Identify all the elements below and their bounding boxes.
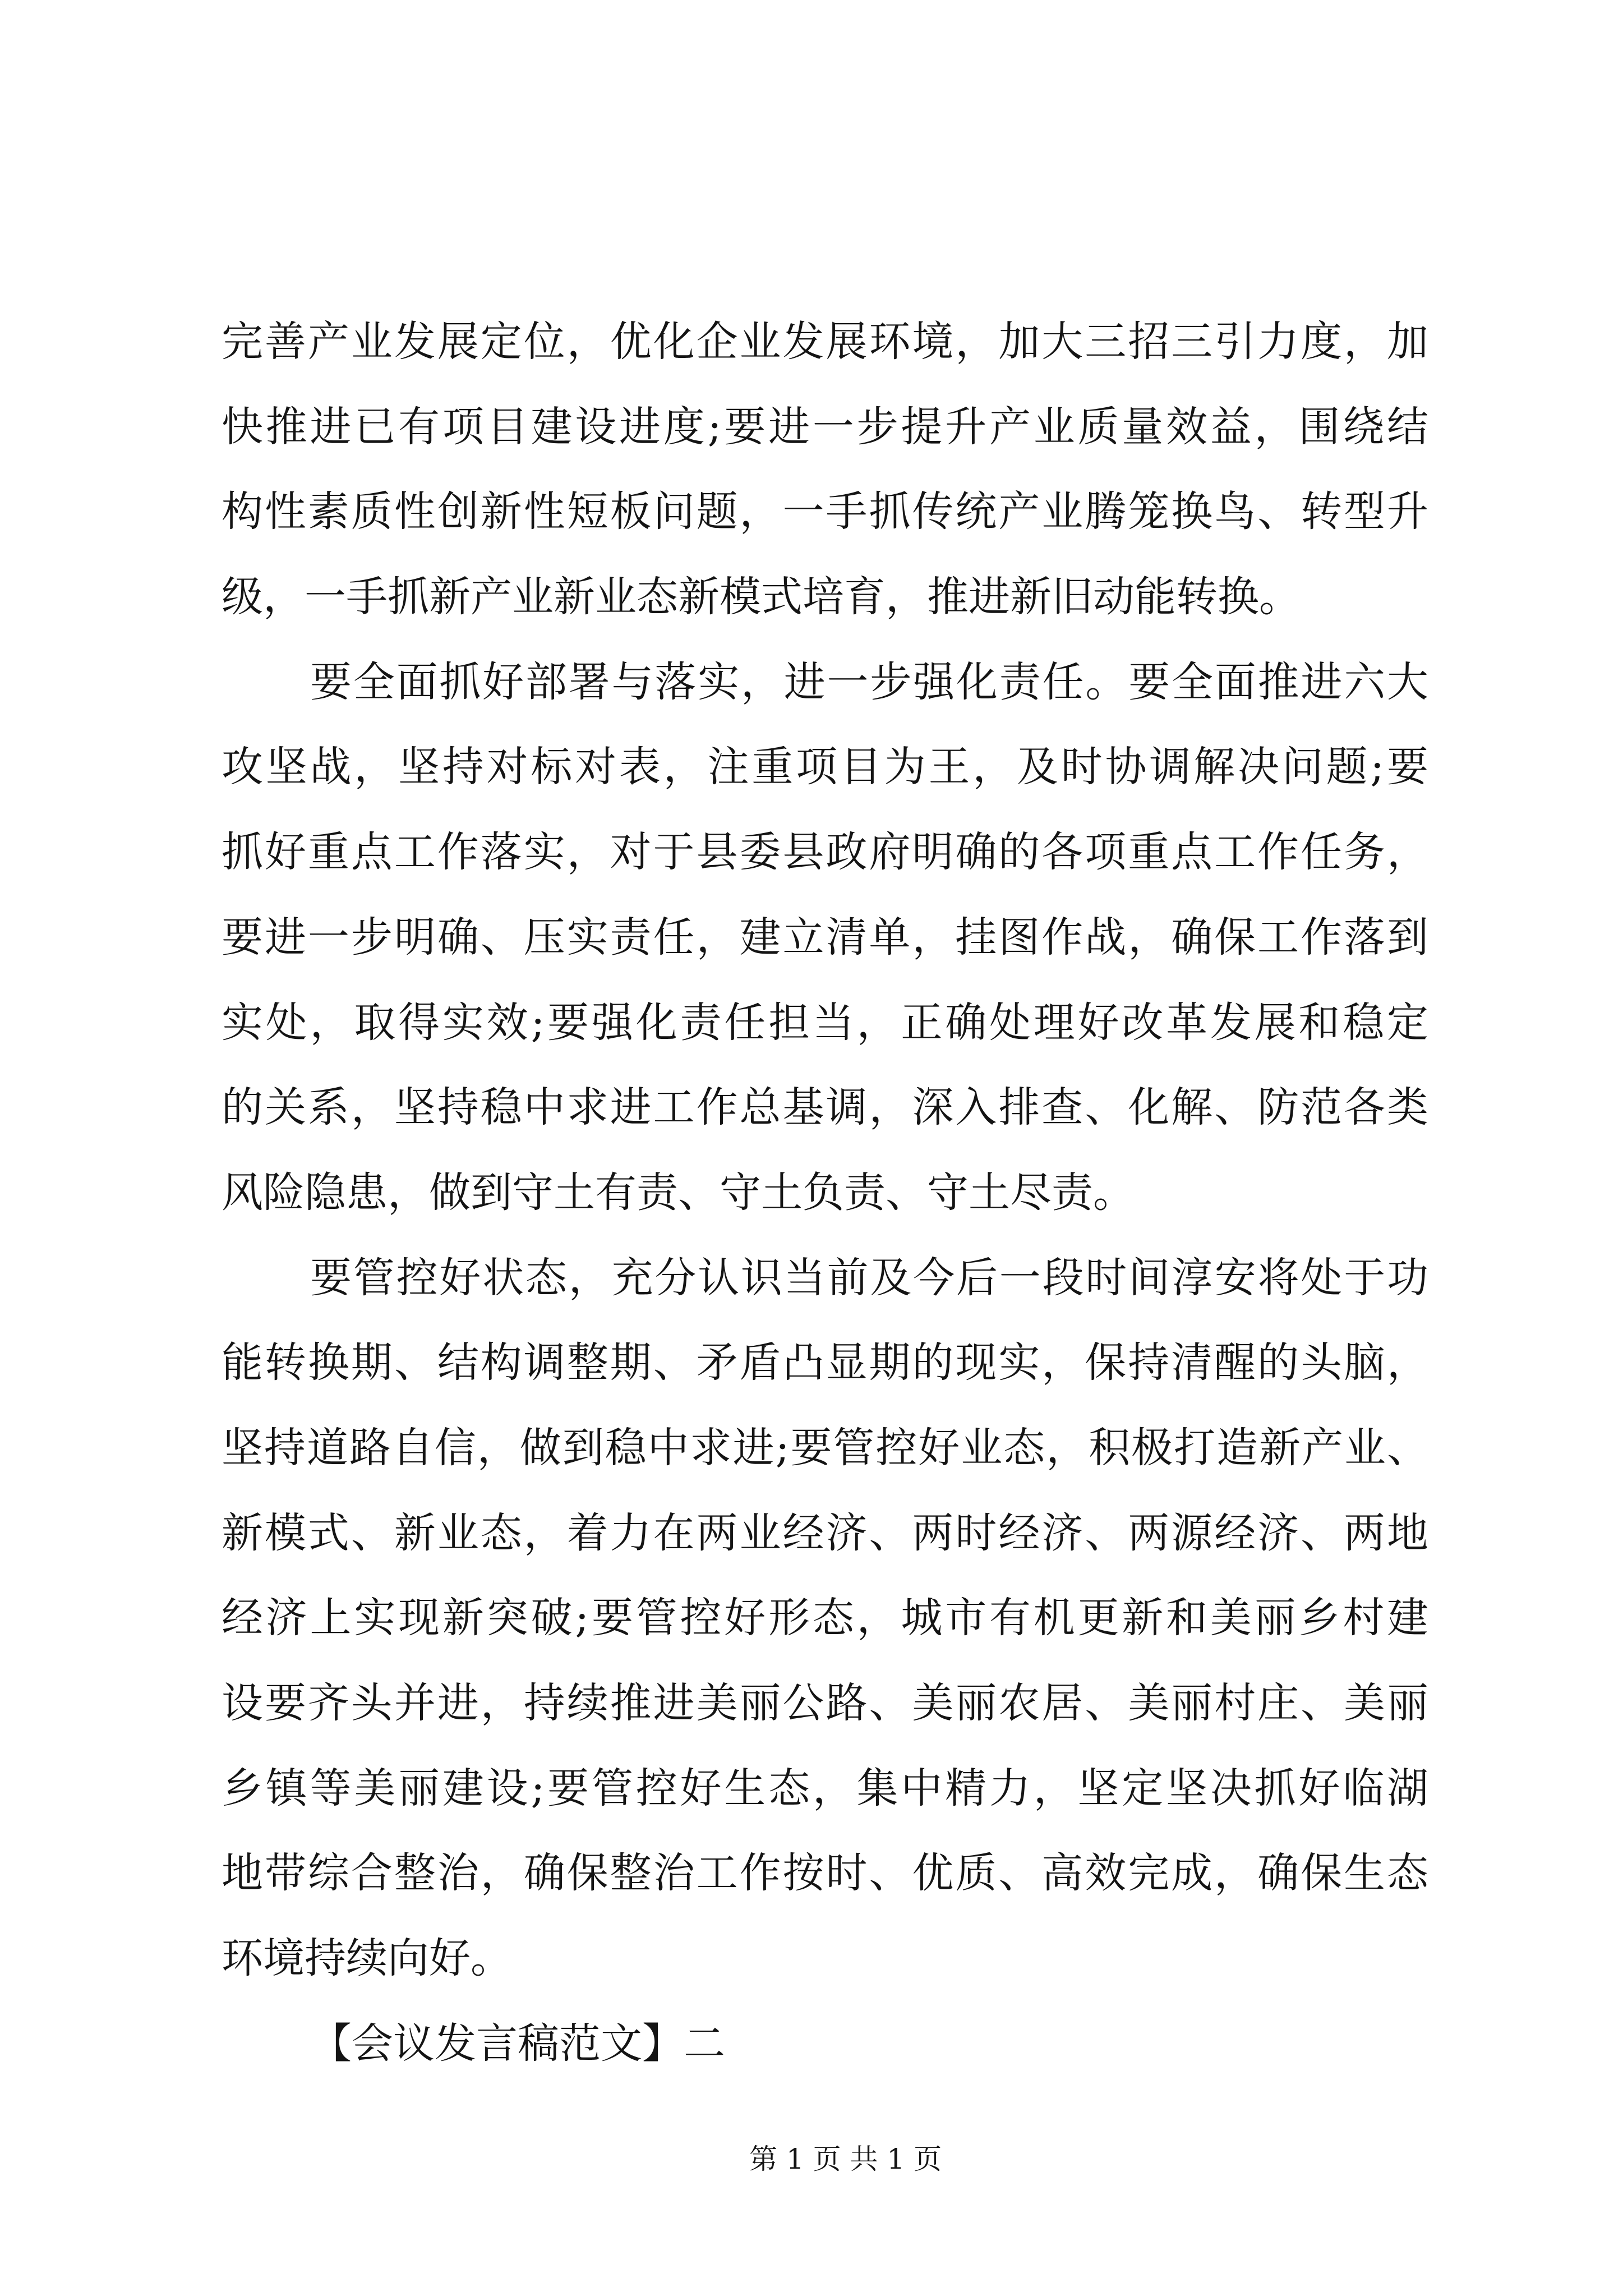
text-line: 抓好重点工作落实，对于县委县政府明确的各项重点工作任务，	[222, 828, 1428, 877]
paragraph	[222, 640, 1428, 1236]
text-line: 能转换期、结构调整期、矛盾凸显期的现实，保持清醒的头脑，	[222, 1338, 1428, 1387]
paragraph	[222, 300, 1428, 640]
text-line: 的关系，坚持稳中求进工作总基调，深入排查、化解、防范各类	[222, 1083, 1428, 1132]
text-line: 攻坚战，坚持对标对表，注重项目为王，及时协调解决问题;要	[222, 743, 1428, 792]
paragraph	[222, 1236, 1428, 2001]
text-line: 要管控好状态，充分认识当前及今后一段时间淳安将处于功	[310, 1253, 1428, 1302]
text-line: 环境持续向好。	[222, 1934, 512, 1983]
text-line: 快推进已有项目建设进度;要进一步提升产业质量效益，围绕结	[222, 402, 1428, 451]
text-line: 实处，取得实效;要强化责任担当，正确处理好改革发展和稳定	[222, 998, 1428, 1047]
page-number-label: 第 1 页 共 1 页	[749, 2143, 942, 2175]
text-line: 风险隐患，做到守土有责、守土负责、守土尽责。	[222, 1168, 1135, 1217]
text-line: 级，一手抓新产业新业态新模式培育，推进新旧动能转换。	[222, 573, 1301, 622]
text-line: 新模式、新业态，着力在两业经济、两时经济、两源经济、两地	[222, 1508, 1428, 1557]
text-line: 经济上实现新突破;要管控好形态，城市有机更新和美丽乡村建	[222, 1594, 1428, 1642]
text-line: 构性素质性创新性短板问题，一手抓传统产业腾笼换鸟、转型升	[222, 487, 1428, 536]
page-footer	[749, 2139, 974, 2179]
text-line: 乡镇等美丽建设;要管控好生态，集中精力，坚定坚决抓好临湖	[222, 1764, 1428, 1812]
document-body	[222, 300, 1428, 2086]
text-line: 要进一步明确、压实责任，建立清单，挂图作战，确保工作落到	[222, 913, 1428, 961]
section-heading-text: 【会议发言稿范文】二	[310, 2019, 725, 2068]
text-line: 地带综合整治，确保整治工作按时、优质、高效完成，确保生态	[222, 1849, 1428, 1898]
text-line: 设要齐头并进，持续推进美丽公路、美丽农居、美丽村庄、美丽	[222, 1679, 1428, 1727]
text-line: 坚持道路自信，做到稳中求进;要管控好业态，积极打造新产业、	[222, 1423, 1428, 1472]
text-line: 完善产业发展定位，优化企业发展环境，加大三招三引力度，加	[222, 318, 1428, 366]
text-line: 要全面抓好部署与落实，进一步强化责任。要全面推进六大	[310, 657, 1428, 706]
section-heading	[222, 2001, 1428, 2087]
